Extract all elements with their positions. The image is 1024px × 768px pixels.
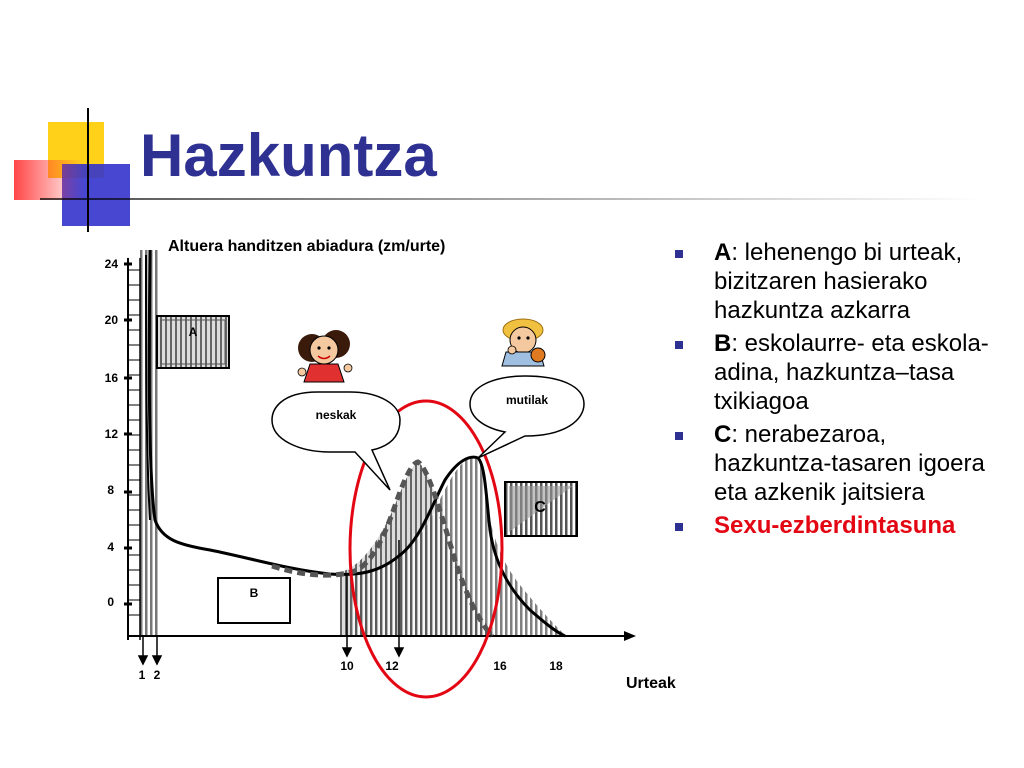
bullet-square-icon <box>675 250 683 258</box>
girl-cartoon <box>298 330 352 382</box>
chart-title: Altuera handitzen abiadura (zm/urte) <box>168 238 446 255</box>
region-label-b: B <box>249 586 259 600</box>
y-tick-label: 0 <box>107 595 114 609</box>
girl-bubble-label: neskak <box>315 408 357 422</box>
y-tick-label: 4 <box>107 540 114 554</box>
x-axis-arrowhead <box>624 631 636 641</box>
bullet-item-c <box>672 420 1002 507</box>
bullet-text: : eskolaurre- eta eskola-adina, hazkuntza–tasa txikiagoa <box>714 330 989 415</box>
x-tick-label: 1 <box>138 668 146 682</box>
bullet-square-icon <box>675 341 683 349</box>
girl-speech-bubble <box>272 392 400 490</box>
bullet-list <box>672 238 1002 544</box>
x-tick-label: 18 <box>549 659 563 673</box>
y-tick-label: 8 <box>107 483 114 497</box>
bullet-key: A <box>714 239 732 266</box>
x-tick-label: 2 <box>153 668 161 682</box>
bullet-key: C <box>714 421 732 448</box>
bullet-square-icon <box>675 432 683 440</box>
bullet-item-b <box>672 329 1002 416</box>
x-tick-label: 16 <box>493 659 507 673</box>
x-tick-label: 12 <box>385 659 399 673</box>
bullet-text: : lehenengo bi urteak, bizitzaren hasierako hazkuntza azkarra <box>714 239 963 324</box>
x-axis-unit-label: Urteak <box>626 675 676 692</box>
y-tick-label: 16 <box>104 371 118 385</box>
bullet-key: B <box>714 330 732 357</box>
region-label-a: A <box>188 325 198 339</box>
bullet-item-highlight <box>672 511 1002 540</box>
x-tick-label: 10 <box>340 659 354 673</box>
region-box-b <box>218 578 290 623</box>
bullet-square-icon <box>675 523 683 531</box>
y-axis-minor-ticks <box>128 270 140 615</box>
y-tick-label: 20 <box>104 313 118 327</box>
boy-speech-bubble <box>470 376 584 458</box>
boy-bubble-label: mutilak <box>505 393 549 407</box>
bullet-item-a <box>672 238 1002 325</box>
bullet-highlight-text: Sexu-ezberdintasuna <box>714 512 956 539</box>
boy-cartoon <box>502 319 545 366</box>
y-tick-label: 24 <box>104 257 118 271</box>
region-label-c: C <box>534 499 546 516</box>
page-title: Hazkuntza <box>140 122 437 189</box>
bullet-text: : nerabezaroa, hazkuntza-tasaren igoera eta azkenik jaitsiera <box>714 421 985 506</box>
y-tick-label: 12 <box>104 427 118 441</box>
